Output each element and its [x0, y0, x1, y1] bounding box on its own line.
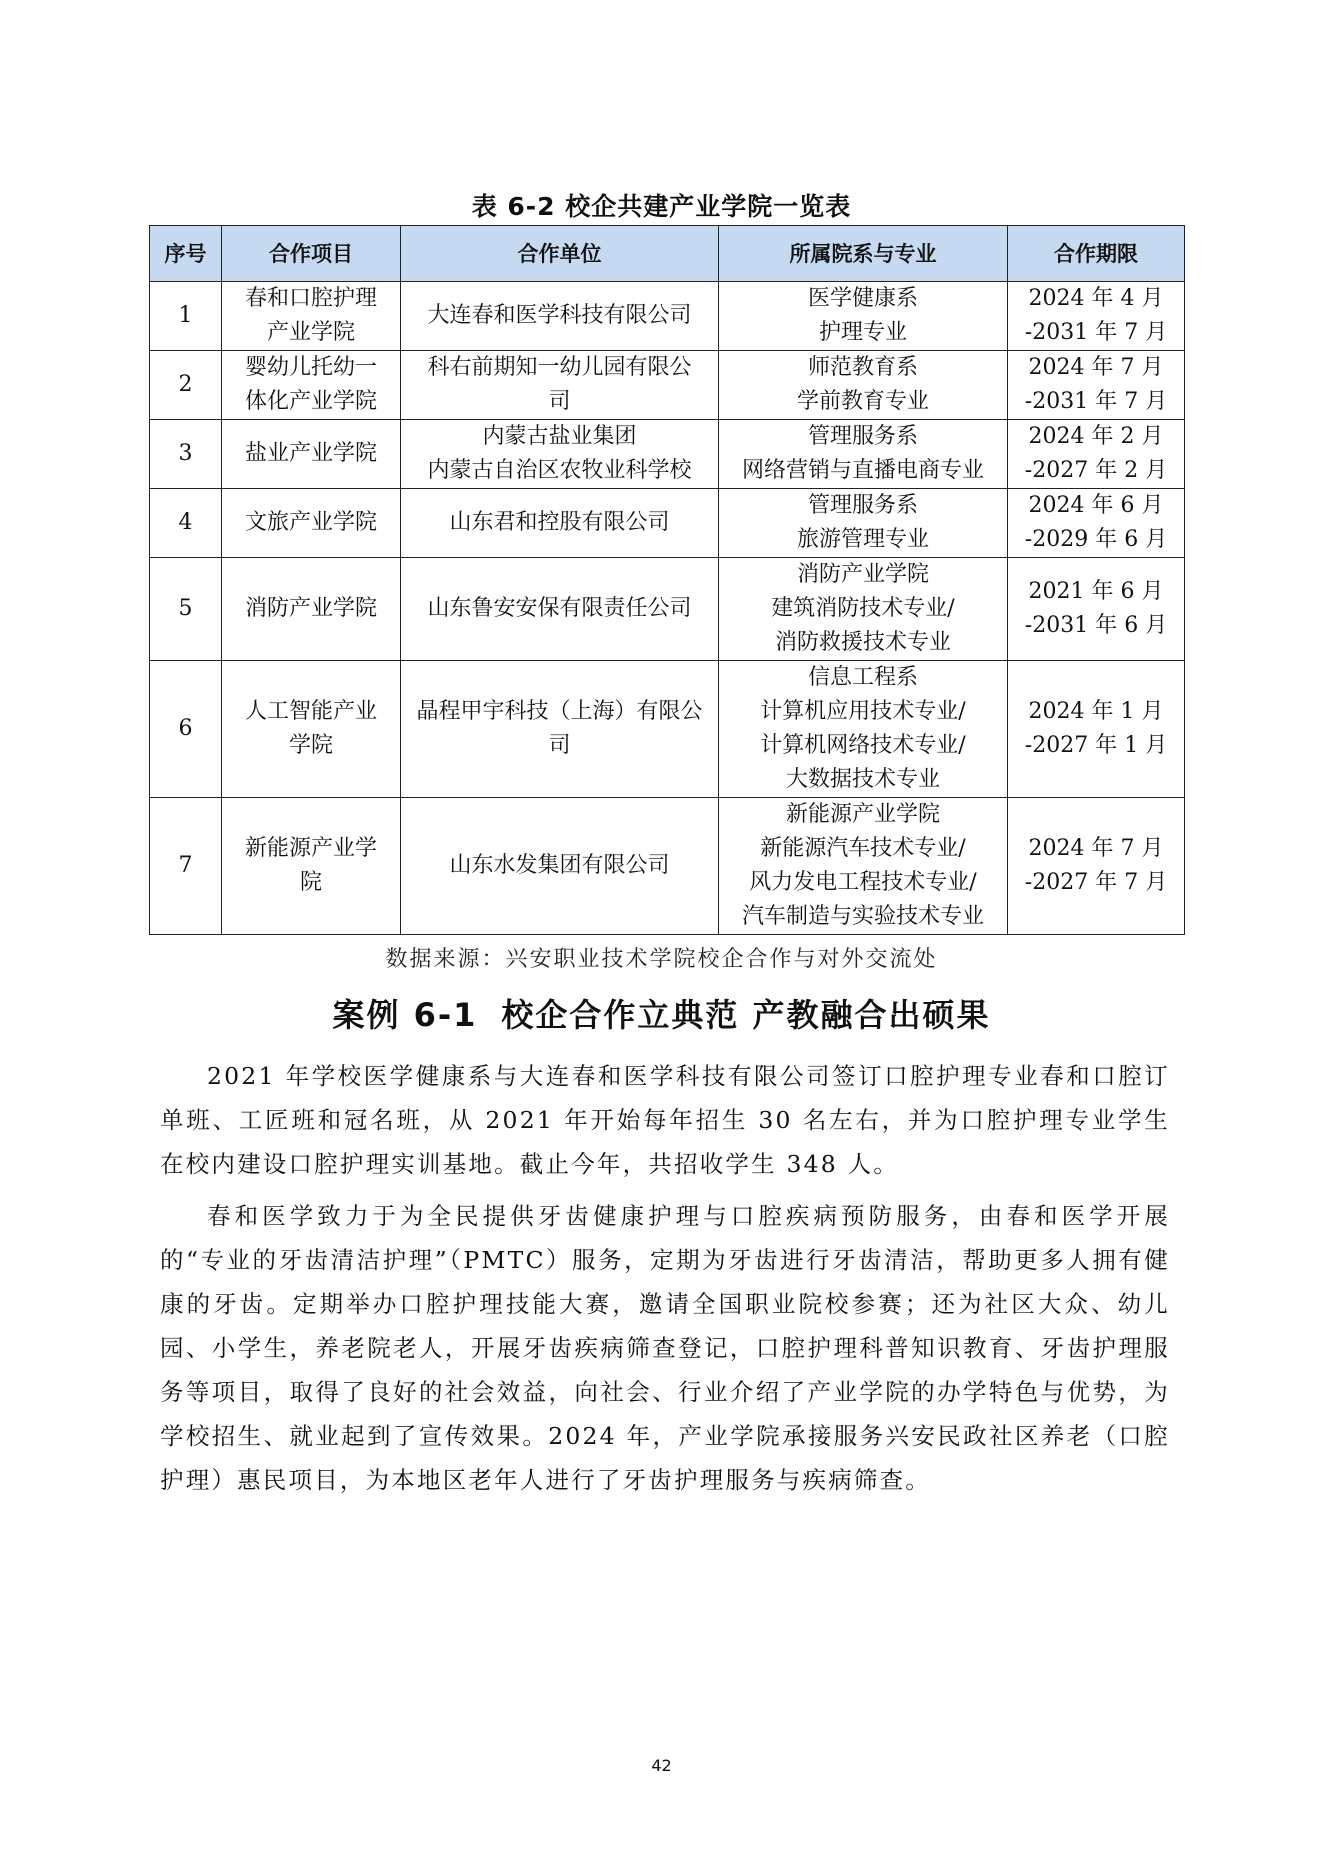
header-partner: 合作单位 — [401, 226, 719, 282]
case-label: 案例 6-1 — [332, 996, 478, 1034]
cell-department: 信息工程系 计算机应用技术专业/ 计算机网络技术专业/ 大数据技术专业 — [719, 661, 1008, 798]
cell-period: 2024 年 7 月 -2027 年 7 月 — [1008, 798, 1185, 935]
cell-period: 2024 年 2 月 -2027 年 2 月 — [1008, 420, 1185, 489]
cell-partner: 内蒙古盐业集团 内蒙古自治区农牧业科学校 — [401, 420, 719, 489]
header-project: 合作项目 — [222, 226, 401, 282]
cell-no: 2 — [150, 351, 222, 420]
cell-partner: 山东水发集团有限公司 — [401, 798, 719, 935]
cooperation-table — [149, 225, 1185, 935]
cell-department: 医学健康系 护理专业 — [719, 282, 1008, 351]
cell-project: 人工智能产业 学院 — [222, 661, 401, 798]
table-row — [150, 351, 1185, 420]
cell-project: 文旅产业学院 — [222, 489, 401, 558]
cell-no: 7 — [150, 798, 222, 935]
cell-no: 3 — [150, 420, 222, 489]
cell-project: 春和口腔护理 产业学院 — [222, 282, 401, 351]
cell-department: 消防产业学院 建筑消防技术专业/ 消防救援技术专业 — [719, 558, 1008, 661]
cell-period: 2024 年 1 月 -2027 年 1 月 — [1008, 661, 1185, 798]
case-body — [160, 1054, 1170, 1510]
header-period: 合作期限 — [1008, 226, 1185, 282]
body-paragraph: 春和医学致力于为全民提供牙齿健康护理与口腔疾病预防服务，由春和医学开展的“专业的牙齿清洁护理”（PMTC）服务，定期为牙齿进行牙齿清洁，帮助更多人拥有健康的牙齿。定期举办口腔护理技能大赛，邀请全国职业院校参赛；还为社区大众、幼儿园、小学生，养老院老人，开展牙齿疾病筛查登记，口腔护理科普知识教育、牙齿护理服务等项目，取得了良好的社会效益，向社会、行业介绍了产业学院的办学特色与优势，为学校招生、就业起到了宣传效果。2024 年，产业学院承接服务兴安民政社区养老（口腔护理）惠民项目，为本地区老年人进行了牙齿护理服务与疾病筛查。 — [160, 1202, 1170, 1494]
cell-partner: 大连春和医学科技有限公司 — [401, 282, 719, 351]
cell-no: 5 — [150, 558, 222, 661]
table-row — [150, 661, 1185, 798]
page-number: 42 — [651, 1756, 672, 1775]
cell-project: 消防产业学院 — [222, 558, 401, 661]
table-row — [150, 798, 1185, 935]
cell-project: 盐业产业学院 — [222, 420, 401, 489]
cell-project: 婴幼儿托幼一 体化产业学院 — [222, 351, 401, 420]
cell-no: 1 — [150, 282, 222, 351]
cell-partner: 科右前期知一幼儿园有限公 司 — [401, 351, 719, 420]
table-header-row — [150, 226, 1185, 282]
table-row — [150, 489, 1185, 558]
body-paragraph: 2021 年学校医学健康系与大连春和医学科技有限公司签订口腔护理专业春和口腔订单班、工匠班和冠名班，从 2021 年开始每年招生 30 名左右，并为口腔护理专业学生在校内建设口腔护理实训基地。截止今年，共招收学生 348 人。 — [160, 1062, 1170, 1178]
cell-period: 2021 年 6 月 -2031 年 6 月 — [1008, 558, 1185, 661]
header-serial-no: 序号 — [150, 226, 222, 282]
cell-partner: 山东君和控股有限公司 — [401, 489, 719, 558]
cell-partner: 山东鲁安安保有限责任公司 — [401, 558, 719, 661]
cell-partner: 晶程甲宇科技（上海）有限公 司 — [401, 661, 719, 798]
cell-period: 2024 年 7 月 -2031 年 7 月 — [1008, 351, 1185, 420]
cell-department: 师范教育系 学前教育专业 — [719, 351, 1008, 420]
cell-period: 2024 年 6 月 -2029 年 6 月 — [1008, 489, 1185, 558]
cell-department: 管理服务系 旅游管理专业 — [719, 489, 1008, 558]
table-row — [150, 420, 1185, 489]
table-source-note: 数据来源：兴安职业技术学院校企合作与对外交流处 — [385, 947, 938, 972]
cell-no: 4 — [150, 489, 222, 558]
case-title: 校企合作立典范 产教融合出硕果 — [501, 996, 991, 1034]
case-heading — [0, 990, 1323, 1036]
cell-department: 新能源产业学院 新能源汽车技术专业/ 风力发电工程技术专业/ 汽车制造与实验技术专业 — [719, 798, 1008, 935]
cell-project: 新能源产业学 院 — [222, 798, 401, 935]
table-row — [150, 558, 1185, 661]
table-row — [150, 282, 1185, 351]
header-department: 所属院系与专业 — [719, 226, 1008, 282]
cell-department: 管理服务系 网络营销与直播电商专业 — [719, 420, 1008, 489]
cell-period: 2024 年 4 月 -2031 年 7 月 — [1008, 282, 1185, 351]
cell-no: 6 — [150, 661, 222, 798]
table-title: 表 6-2 校企共建产业学院一览表 — [471, 192, 852, 221]
